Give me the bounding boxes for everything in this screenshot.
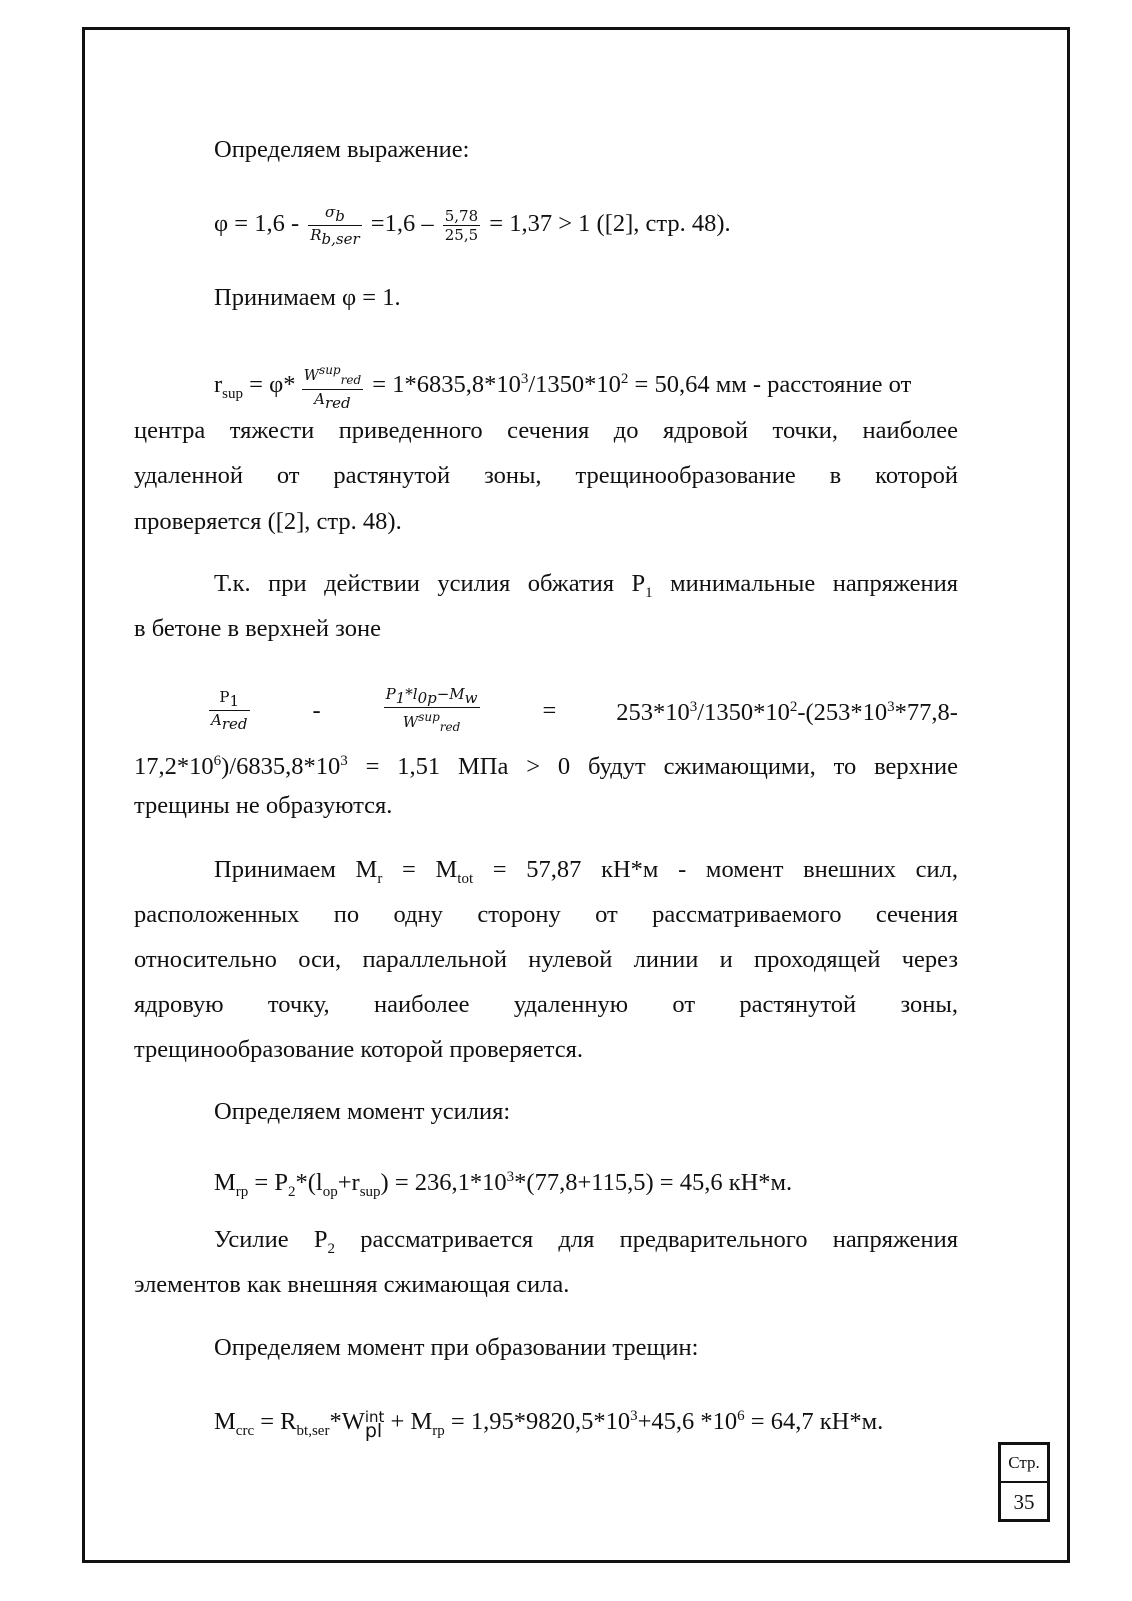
formula-stress: $\frac{P_1}{A_{red}}$ - $\frac{P_1*l_{0p}-M_w}{W^{sup}_{red}}$ = $253*10^3/1350*10^2-(253*10^3*77,8-$ — [211, 685, 958, 734]
text-line: ядровую точку, наиболее удаленную от растянутой зоны, — [134, 991, 958, 1018]
text-line: Усилие $P_2$ рассматривается для предварительного напряжения — [214, 1226, 958, 1257]
text-line: трещинообразование которой проверяется. — [134, 1036, 583, 1063]
fraction-p1-over-a: $\frac{P_1}{A_{red}}$ — [211, 688, 248, 733]
page-label: Стр. — [1001, 1445, 1047, 1483]
fraction-w-over-a: $\frac{W^{sup}_{red}}{A_{red}}$ — [303, 363, 362, 412]
page-number-stamp — [998, 1442, 1050, 1522]
text-line: Определяем момент усилия: — [214, 1098, 511, 1125]
formula-rsup: $r_{sup} = \varphi*$ $\frac{W^{sup}_{red}}{A_{red}}$ = $1*6835,8*10^3/1350*10^2 = 50,64$ мм - расстояние от — [214, 363, 912, 412]
text-line: элементов как внешняя сжимающая сила. — [134, 1271, 570, 1298]
text-line: Т.к. при действии усилия обжатия $P_1$ минимальные напряжения — [214, 570, 958, 601]
text-line: относительно оси, параллельной нулевой линии и проходящей через — [134, 946, 958, 973]
text-line: центра тяжести приведенного сечения до ядровой точки, наиболее — [134, 417, 958, 444]
fraction-578-over-255: $\frac{5,78}{25,5}$ — [444, 207, 479, 244]
text-line: Принимаем $M_r = M_{tot} = 57,87$ кН*м - момент внешних сил, — [214, 856, 958, 887]
text-line: трещины не образуются. — [134, 792, 393, 819]
paragraph-define-expression: Определяем выражение: — [214, 136, 470, 163]
text-line: в бетоне в верхней зоне — [134, 615, 381, 642]
text-line: удаленной от растянутой зоны, трещинообразование в которой — [134, 462, 958, 489]
formula-mrp: $M_{rp} = P_2*(l_{op}+r_{sup}) = 236,1*10^3*(77,8+115,5) = 45,6$ кН*м. — [214, 1169, 793, 1201]
fraction-sigma-over-r: $\frac{\sigma_b}{R_{b,ser}}$ — [310, 203, 360, 248]
text-line: расположенных по одну сторону от рассматриваемого сечения — [134, 901, 958, 928]
fraction-moment-over-w: $\frac{P_1*l_{0p}-M_w}{W^{sup}_{red}}$ — [385, 685, 478, 734]
text-line: проверяется ([2], стр. 48). — [134, 508, 402, 535]
paragraph-accept-phi: Принимаем φ = 1. — [214, 284, 401, 311]
text-line: Определяем момент при образовании трещин: — [214, 1334, 699, 1361]
page-number: 35 — [1013, 1490, 1035, 1514]
text-line: $17,2*10^6)/6835,8*10^3 = 1,51$ МПа > 0 будут сжимающими, то верхние — [134, 753, 958, 781]
formula-mcrc: $M_{crc} = R_{bt,ser}*W$ int pl + $M_{rp} = 1,95*9820,5*10^3+45,6$ $*10^6 = 64,7$ кН*м. — [214, 1407, 884, 1442]
formula-phi: φ = 1,6 - $\frac{\sigma_b}{R_{b,ser}}$ =1,6 – $\frac{5,78}{25,5}$ = 1,37 > 1 ([2], стр. 48). — [214, 203, 731, 248]
